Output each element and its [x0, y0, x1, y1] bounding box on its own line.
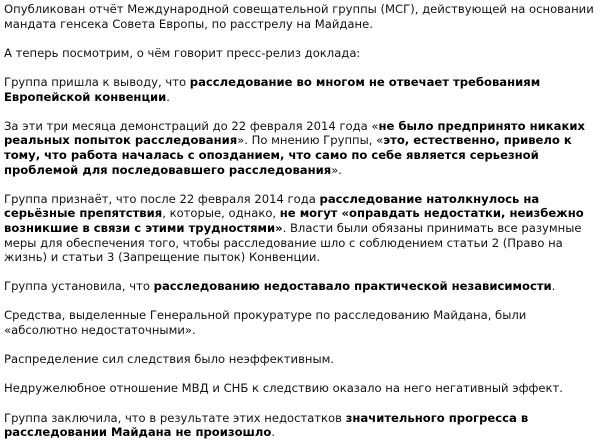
article-paragraph	[4, 46, 600, 61]
paragraph-text: .	[166, 89, 170, 104]
paragraph-text: Группа заключила, что в результате этих недостатков	[4, 410, 346, 425]
emphasis-text: расследование во многом не отвечает требованиям Европейской конвенции	[4, 74, 541, 104]
paragraph-text: Группа пришла к выводу, что	[4, 74, 190, 89]
paragraph-text: Средства, выделенные Генеральной прокуратуре по расследованию Майдана, были «абсолютно недостаточными».	[4, 308, 527, 338]
emphasis-text: значительного прогресса в расследовании Майдана не произошло	[4, 410, 529, 440]
paragraph-text: А теперь посмотрим, о чём говорит пресс-релиз доклада:	[4, 45, 361, 60]
emphasis-text: не было предпринято никаких реальных попыток расследования	[4, 118, 585, 148]
paragraph-text: Опубликован отчёт Международной совещательной группы (МСГ), действующей на основании мандата генсека Совета Европы, по расстрелу на Майдане.	[4, 2, 594, 31]
paragraph-text: За эти три месяца демонстраций до 22 февраля 2014 года «	[4, 118, 379, 133]
paragraph-text: .	[271, 425, 276, 440]
article-paragraph	[4, 2, 600, 31]
article-paragraph	[4, 192, 600, 265]
paragraph-text: ».	[331, 162, 342, 177]
paragraph-text: .	[551, 279, 556, 294]
paragraph-text: Группа признаёт, что после 22 февраля 2014 года	[4, 191, 320, 206]
paragraph-text: Недружелюбное отношение МВД и СНБ к следствию оказало на него негативный эффект.	[4, 381, 563, 396]
emphasis-text: не могут «оправдать недостатки, неизбежно возникшие в связи с этими трудностями»	[4, 206, 584, 235]
article-paragraph	[4, 119, 600, 177]
emphasis-text: расследование натолкнулось на серьёзные препятствия	[4, 191, 540, 221]
paragraph-text: ». По мнению Группы, «	[237, 133, 384, 148]
paragraph-text: Группа установила, что	[4, 279, 154, 294]
article-paragraph	[4, 75, 600, 104]
paragraph-text: Распределение сил следствия было неэффективным.	[4, 352, 335, 367]
article-paragraph	[4, 381, 600, 396]
paragraph-text: . Власти были обязаны принимать все разумные меры для обеспечения того, чтобы расследование шло с соблюдением статьи 2 (Право на жизнь) и статьи 3 (Запрещение пыток) Конвенции.	[4, 220, 582, 265]
article-paragraph	[4, 411, 600, 440]
article-paragraph	[4, 279, 600, 294]
emphasis-text: это, естественно, привело к тому, что работа началась с опозданием, что само по себе является серьезной проблемой для последовавшего расследования	[4, 133, 572, 177]
paragraph-text: , которые, однако,	[162, 206, 280, 221]
emphasis-text: расследованию недоставало практической независимости	[153, 279, 552, 294]
article-paragraph	[4, 308, 600, 337]
article-body	[4, 2, 600, 440]
article-paragraph	[4, 352, 600, 367]
